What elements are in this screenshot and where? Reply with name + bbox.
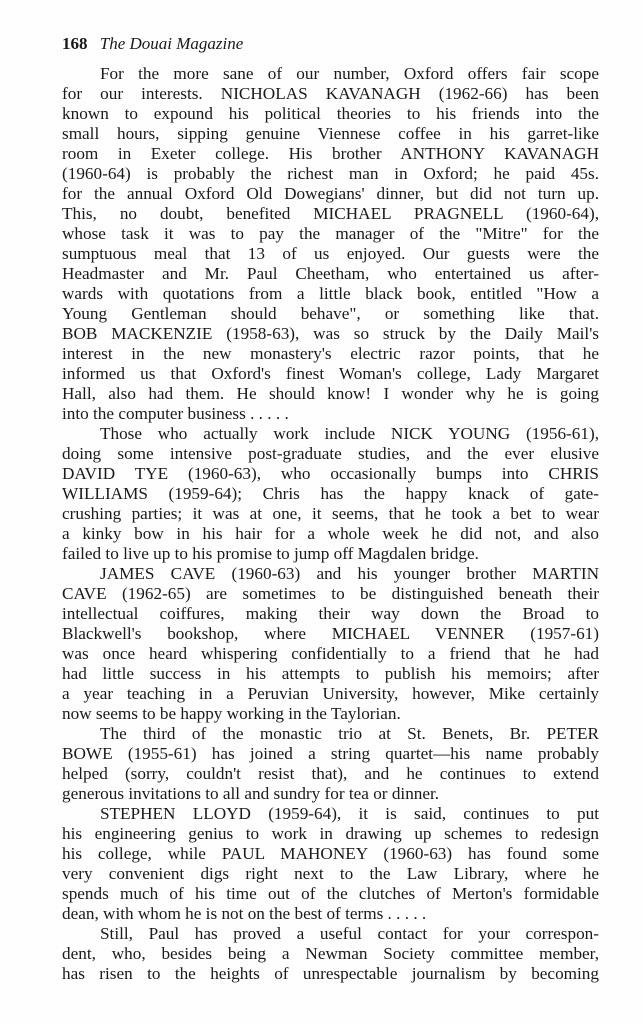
text-line: very convenient digs right next to the Law Library, where he [62,864,599,883]
text-line: interest in the new monastery's electric razor points, that he [62,344,599,363]
paragraph [62,424,599,564]
text-line: doing some intensive post-graduate studies, and the ever elusive [62,444,599,463]
text-line: STEPHEN LLOYD (1959-64), it is said, continues to put [100,804,599,823]
text-line: The third of the monastic trio at St. Benets, Br. PETER [100,724,599,743]
text-line: For the more sane of our number, Oxford offers fair scope [100,64,599,83]
text-line: BOB MACKENZIE (1958-63), was so struck by the Daily Mail's [62,324,599,343]
text-line: crushing parties; it was at one, it seems, that he took a bet to wear [62,504,599,523]
text-line: spends much of his time out of the clutches of Merton's formidable [62,884,599,903]
text-line: his engineering genius to work in drawing up schemes to redesign [62,824,599,843]
text-line: helped (sorry, couldn't resist that), and he continues to extend [62,764,599,783]
text-line: Still, Paul has proved a useful contact for your correspon- [100,924,599,943]
text-line: now seems to be happy working in the Taylorian. [62,704,401,723]
page-number: 168 [62,34,88,53]
text-line: for our interests. NICHOLAS KAVANAGH (1962-66) has been [62,84,599,103]
text-line: (1960-64) is probably the richest man in Oxford; he paid 45s. [62,164,599,183]
paragraph [62,564,599,724]
text-line: dent, who, besides being a Newman Society committee member, [62,944,599,963]
text-line: was once heard whispering confidentially to a friend that he had [62,644,599,663]
text-line: generous invitations to all and sundry for tea or dinner. [62,784,440,803]
paragraph [62,724,599,804]
text-line: informed us that Oxford's finest Woman's college, Lady Margaret [62,364,599,383]
text-line: Those who actually work include NICK YOUNG (1956-61), [100,424,599,443]
text-line: CAVE (1962-65) are sometimes to be distinguished beneath their [62,584,599,603]
text-line: intellectual coiffures, making their way down the Broad to [62,604,599,623]
text-line: Blackwell's bookshop, where MICHAEL VENNER (1957-61) [62,624,599,643]
text-line: This, no doubt, benefited MICHAEL PRAGNELL (1960-64), [62,204,599,223]
text-line: a year teaching in a Peruvian University, however, Mike certainly [62,684,599,703]
paragraph [62,804,599,924]
text-line: JAMES CAVE (1960-63) and his younger brother MARTIN [100,564,599,583]
paragraph [62,64,599,424]
text-line: sumptuous meal that 13 of us enjoyed. Our guests were the [62,244,599,263]
text-line: DAVID TYE (1960-63), who occasionally bumps into CHRIS [62,464,599,483]
paragraph [62,924,599,984]
text-line: his college, while PAUL MAHONEY (1960-63) has found some [62,844,599,863]
text-line: room in Exeter college. His brother ANTHONY KAVANAGH [62,144,599,163]
text-line: BOWE (1955-61) has joined a string quartet—his name probably [62,744,599,763]
text-line: whose task it was to pay the manager of the "Mitre" for the [62,224,599,243]
text-line: failed to live up to his promise to jump off Magdalen bridge. [62,544,479,563]
text-line: a kinky bow in his hair for a whole week he did not, and also [62,524,599,543]
text-line: has risen to the heights of unrespectable journalism by becoming [62,964,599,983]
text-line: Hall, also had them. He should know! I wonder why he is going [62,384,599,403]
magazine-title: The Douai Magazine [99,34,244,53]
running-header [62,34,243,54]
text-line: into the computer business . . . . . [62,404,289,423]
text-line: Headmaster and Mr. Paul Cheetham, who entertained us after- [62,264,599,283]
text-line: had little success in his attempts to publish his memoirs; after [62,664,599,683]
article-body [62,64,599,984]
text-line: wards with quotations from a little black book, entitled "How a [62,284,599,303]
text-line: WILLIAMS (1959-64); Chris has the happy knack of gate- [62,484,599,503]
text-line: for the annual Oxford Old Dowegians' dinner, but did not turn up. [62,184,599,203]
text-line: small hours, sipping genuine Viennese coffee in his garret-like [62,124,599,143]
text-line: Young Gentleman should behave", or something like that. [62,304,599,323]
text-line: dean, with whom he is not on the best of terms . . . . . [62,904,427,923]
text-line: known to expound his political theories to his friends into the [62,104,599,123]
